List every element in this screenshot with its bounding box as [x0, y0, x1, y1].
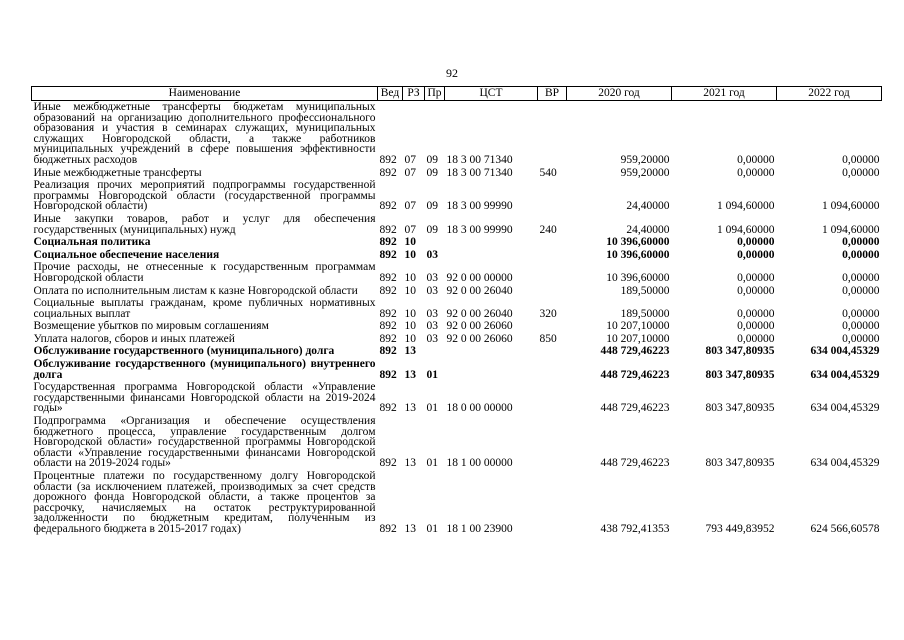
table-row [32, 101, 882, 167]
row-name: Социальное обеспечение населения [33, 248, 220, 261]
row-pr: 01 [426, 522, 438, 535]
row-pr: 03 [426, 271, 438, 284]
row-pr: 03 [426, 332, 438, 345]
header-2021: 2021 год [672, 87, 777, 101]
row-pr: 03 [426, 248, 438, 261]
row-rz: 13 [404, 368, 416, 381]
row-vr [538, 345, 567, 358]
row-vr: 540 [539, 166, 557, 179]
row-cst: 18 0 00 00000 [446, 402, 513, 415]
header-rz: РЗ [403, 87, 425, 101]
row-value-2021: 0,00000 [737, 320, 775, 333]
row-value-2021: 0,00000 [737, 332, 775, 345]
row-vr [538, 249, 567, 262]
row-vr [538, 381, 567, 415]
table-body [32, 101, 882, 536]
row-ved: 892 [379, 271, 397, 284]
row-vr [538, 101, 567, 167]
table-row [32, 213, 882, 236]
row-ved: 892 [379, 457, 397, 470]
row-rz: 10 [404, 320, 416, 333]
row-name: Уплата налогов, сборов и иных платежей [33, 332, 235, 345]
row-ved: 892 [379, 307, 397, 320]
row-name: Обслуживание государственного (муниципального) долга [33, 345, 335, 358]
row-rz: 10 [404, 284, 416, 297]
row-value-2022: 1 094,60000 [822, 223, 880, 236]
row-pr: 09 [426, 153, 438, 166]
row-name: Оплата по исполнительным листам к казне Новгородской области [33, 284, 358, 297]
row-value-2022: 0,00000 [842, 166, 880, 179]
header-2020: 2020 год [567, 87, 672, 101]
row-name: Прочие расходы, не отнесенные к государственным программам Новгородской области [33, 261, 376, 284]
row-value-2022: 0,00000 [842, 284, 880, 297]
table-row [32, 320, 882, 333]
row-vr: 850 [539, 332, 557, 345]
row-pr: 09 [426, 166, 438, 179]
row-value-2020: 10 207,10000 [606, 320, 670, 333]
row-name: Иные межбюджетные трансферты [33, 166, 202, 179]
row-vr: 320 [539, 307, 557, 320]
row-name: Обслуживание государственного (муниципального) внутреннего долга [33, 358, 376, 381]
row-rz: 13 [404, 345, 416, 358]
table-row [32, 297, 882, 320]
row-ved: 892 [379, 166, 397, 179]
row-cst [445, 236, 538, 249]
table-row [32, 179, 882, 213]
table-row [32, 261, 882, 284]
row-cst: 18 3 00 99990 [446, 200, 513, 213]
row-rz: 10 [404, 332, 416, 345]
row-value-2022: 0,00000 [842, 271, 880, 284]
header-name: Наименование [32, 87, 378, 101]
row-vr [538, 415, 567, 470]
row-name: Подпрограмма «Организация и обеспечение осуществления бюджетного процесса, управление государственным долгом Новгородской области» государственной программы Новгородской области «Управление государственными финансами Новгородской области на 2019-2024 годы» [33, 415, 376, 470]
row-value-2020: 448 729,46223 [600, 368, 670, 381]
row-name: Реализация прочих мероприятий подпрограммы государственной программы Новгородской области (государственной программы Новгородской области) [33, 179, 376, 213]
budget-table [31, 86, 882, 536]
row-value-2022: 0,00000 [842, 236, 880, 249]
row-value-2021: 803 347,80935 [705, 402, 775, 415]
row-value-2022: 634 004,45329 [810, 457, 880, 470]
row-value-2022: 0,00000 [842, 320, 880, 333]
row-value-2020: 438 792,41353 [600, 522, 670, 535]
row-value-2020: 10 396,60000 [606, 248, 670, 261]
row-rz: 07 [404, 200, 416, 213]
row-pr [425, 236, 445, 249]
row-vr [538, 285, 567, 298]
row-ved: 892 [379, 402, 397, 415]
row-name: Иные межбюджетные трансферты бюджетам муниципальных образований на организацию дополнительного профессионального образования и участия в семинарах служащих, муниципальных служащих Новгородской области, а также работников муниципальных учреждений в сфере повышения эффективности бюджетных расходов [33, 101, 376, 166]
row-pr: 09 [426, 223, 438, 236]
row-cst [445, 345, 538, 358]
row-pr: 01 [426, 457, 438, 470]
row-cst [445, 249, 538, 262]
row-value-2020: 10 396,60000 [606, 236, 670, 249]
row-name: Государственная программа Новгородской области «Управление государственными финансами Новгородской области на 2019-2024 годы» [33, 381, 376, 415]
row-name: Социальная политика [33, 236, 151, 249]
table-row [32, 415, 882, 470]
row-cst: 92 0 00 00000 [446, 271, 513, 284]
table-row [32, 236, 882, 249]
row-pr: 01 [426, 368, 438, 381]
row-cst [445, 358, 538, 381]
row-value-2020: 448 729,46223 [600, 457, 670, 470]
row-value-2021: 793 449,83952 [705, 522, 775, 535]
row-value-2020: 189,50000 [620, 307, 670, 320]
row-rz: 13 [404, 457, 416, 470]
row-ved: 892 [379, 320, 397, 333]
row-rz: 10 [404, 236, 416, 249]
row-name: Возмещение убытков по мировым соглашениям [33, 320, 269, 333]
row-vr [538, 358, 567, 381]
row-vr [538, 470, 567, 536]
row-ved: 892 [379, 248, 397, 261]
row-vr [538, 261, 567, 284]
row-ved: 892 [379, 153, 397, 166]
row-value-2022: 0,00000 [842, 248, 880, 261]
row-vr: 240 [539, 223, 557, 236]
row-ved: 892 [379, 332, 397, 345]
row-rz: 10 [404, 307, 416, 320]
row-cst: 18 3 00 99990 [446, 223, 513, 236]
row-value-2020: 448 729,46223 [600, 345, 670, 358]
row-value-2021: 803 347,80935 [705, 368, 775, 381]
row-value-2021: 1 094,60000 [717, 200, 775, 213]
row-value-2020: 448 729,46223 [600, 402, 670, 415]
row-name: Социальные выплаты гражданам, кроме публичных нормативных социальных выплат [33, 297, 376, 320]
row-rz: 07 [404, 153, 416, 166]
row-ved: 892 [379, 284, 397, 297]
row-value-2021: 803 347,80935 [705, 345, 775, 358]
row-ved: 892 [379, 368, 397, 381]
row-vr [538, 179, 567, 213]
row-cst: 18 1 00 23900 [446, 522, 513, 535]
row-value-2022: 1 094,60000 [822, 200, 880, 213]
row-value-2020: 24,40000 [626, 200, 670, 213]
row-value-2020: 189,50000 [620, 284, 670, 297]
row-value-2022: 634 004,45329 [810, 345, 880, 358]
header-ved: Вед [378, 87, 403, 101]
row-value-2021: 0,00000 [737, 166, 775, 179]
table-row [32, 249, 882, 262]
row-value-2021: 0,00000 [737, 271, 775, 284]
row-pr: 09 [426, 200, 438, 213]
row-value-2021: 0,00000 [737, 236, 775, 249]
row-cst: 92 0 00 26040 [446, 284, 513, 297]
row-pr: 03 [426, 320, 438, 333]
table-row [32, 285, 882, 298]
row-pr [425, 345, 445, 358]
row-ved: 892 [379, 200, 397, 213]
row-cst: 18 3 00 71340 [446, 153, 513, 166]
row-ved: 892 [379, 223, 397, 236]
table-header [32, 87, 882, 101]
row-value-2022: 0,00000 [842, 332, 880, 345]
row-name: Иные закупки товаров, работ и услуг для обеспечения государственных (муниципальных) нужд [33, 212, 376, 236]
row-cst: 18 3 00 71340 [446, 166, 513, 179]
row-rz: 10 [404, 271, 416, 284]
row-value-2022: 634 004,45329 [810, 368, 880, 381]
row-value-2021: 0,00000 [737, 307, 775, 320]
table-row [32, 381, 882, 415]
row-ved: 892 [379, 345, 397, 358]
row-value-2021: 0,00000 [737, 284, 775, 297]
page-number: 92 [446, 66, 458, 80]
row-pr: 01 [426, 402, 438, 415]
row-vr [538, 236, 567, 249]
row-value-2022: 0,00000 [842, 307, 880, 320]
table-row [32, 333, 882, 346]
row-ved: 892 [379, 522, 397, 535]
header-pr: Пр [425, 87, 445, 101]
table-row [32, 358, 882, 381]
row-pr: 03 [426, 307, 438, 320]
row-rz: 07 [404, 166, 416, 179]
row-value-2022: 624 566,60578 [810, 522, 880, 535]
row-value-2020: 24,40000 [626, 223, 670, 236]
row-value-2022: 0,00000 [842, 153, 880, 166]
row-value-2021: 0,00000 [737, 153, 775, 166]
table-row [32, 470, 882, 536]
row-rz: 07 [404, 223, 416, 236]
table-row [32, 345, 882, 358]
header-2022: 2022 год [777, 87, 882, 101]
row-value-2021: 803 347,80935 [705, 457, 775, 470]
table-row [32, 167, 882, 180]
row-rz: 13 [404, 522, 416, 535]
row-rz: 10 [404, 248, 416, 261]
header-cst: ЦСТ [445, 87, 538, 101]
row-pr: 03 [426, 284, 438, 297]
row-rz: 13 [404, 402, 416, 415]
row-value-2021: 0,00000 [737, 248, 775, 261]
row-value-2021: 1 094,60000 [717, 223, 775, 236]
row-value-2020: 10 396,60000 [606, 271, 670, 284]
row-value-2020: 959,20000 [620, 153, 670, 166]
header-vr: ВР [538, 87, 567, 101]
row-value-2022: 634 004,45329 [810, 402, 880, 415]
row-ved: 892 [379, 236, 397, 249]
row-cst: 92 0 00 26040 [446, 307, 513, 320]
row-cst: 18 1 00 00000 [446, 457, 513, 470]
row-cst: 92 0 00 26060 [446, 320, 513, 333]
row-name: Процентные платежи по государственному долгу Новгородской области (за исключением платежей, производимых за счет средств дорожного фонда Новгородской области, а также процентов за рассрочку, начисляемых на остаток реструктурированной задолженности по бюджетным кредитам, полученным из федерального бюджета в 2015-2017 годах) [33, 470, 376, 535]
row-value-2020: 959,20000 [620, 166, 670, 179]
row-cst: 92 0 00 26060 [446, 332, 513, 345]
row-vr [538, 320, 567, 333]
header-row [32, 87, 882, 101]
row-value-2020: 10 207,10000 [606, 332, 670, 345]
